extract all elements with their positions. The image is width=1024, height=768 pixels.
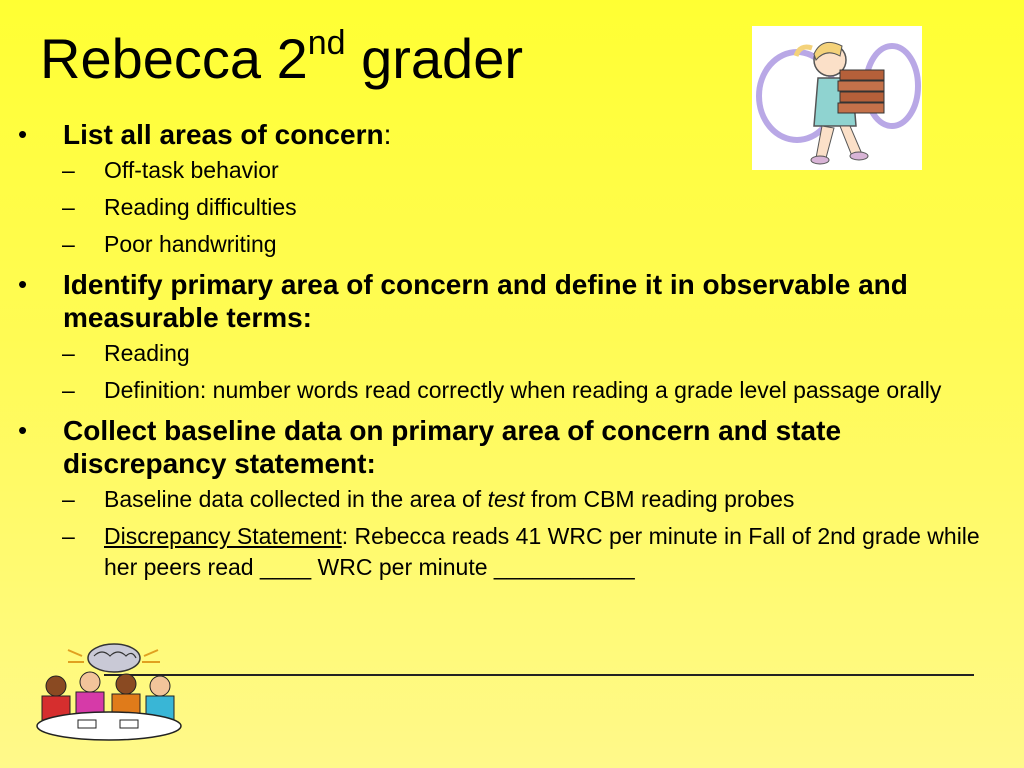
bullet-baseline-data [0,414,1024,480]
bullet-text [63,118,984,151]
dash-mark: – [62,231,75,257]
title-superscript: nd [307,24,346,63]
dash-mark: – [62,523,75,549]
slide-title [40,24,523,90]
title-end: grader [345,27,523,90]
bullet-areas-of-concern [0,118,1024,151]
sub-item-text: : Rebecca reads 41 WRC per minute in Fall of 2nd grade while her peers read ____ WRC per minute ___________ [104,523,980,580]
list-item [0,375,1024,406]
list-item [0,484,1024,515]
bullet-colon: : [383,119,392,150]
sub-list-primary [0,338,1024,406]
title-main: Rebecca 2 [40,27,308,90]
sub-list-baseline [0,484,1024,583]
sub-item-text: Definition: number words read correctly when reading a grade level passage orally [104,377,942,403]
students-brain-icon [28,640,190,744]
sub-item-text-pre: Baseline data collected in the area of [104,486,488,512]
students-thinking-clipart [28,640,190,744]
list-item [0,338,1024,369]
bullet-primary-concern [0,268,1024,334]
bullet-mark: • [18,119,28,149]
bullet-heading: List all areas of concern [63,119,384,150]
dash-mark: – [62,157,75,183]
sub-list-areas [0,155,1024,260]
sub-item-text: Off-task behavior [104,157,279,183]
bullet-text: Collect baseline data on primary area of concern and state discrepancy statement: [63,415,842,479]
dash-mark: – [62,194,75,220]
list-item [0,521,1024,583]
list-item [0,229,1024,260]
list-item [0,192,1024,223]
sub-item-text: Poor handwriting [104,231,277,257]
dash-mark: – [62,377,75,403]
discrepancy-statement-link[interactable]: Discrepancy Statement [104,523,342,549]
slide-body [0,118,1024,591]
sub-item-emphasis: test [487,486,525,512]
bullet-mark: • [18,415,28,445]
list-item [0,155,1024,186]
bullet-text: Identify primary area of concern and define it in observable and measurable terms: [63,269,908,333]
dash-mark: – [62,486,75,512]
sub-item-text-post: from CBM reading probes [524,486,795,512]
answer-blank-line [104,660,974,676]
sub-item-text: Reading [104,340,190,366]
bullet-mark: • [18,269,28,299]
sub-item-text: Reading difficulties [104,194,297,220]
dash-mark: – [62,340,75,366]
